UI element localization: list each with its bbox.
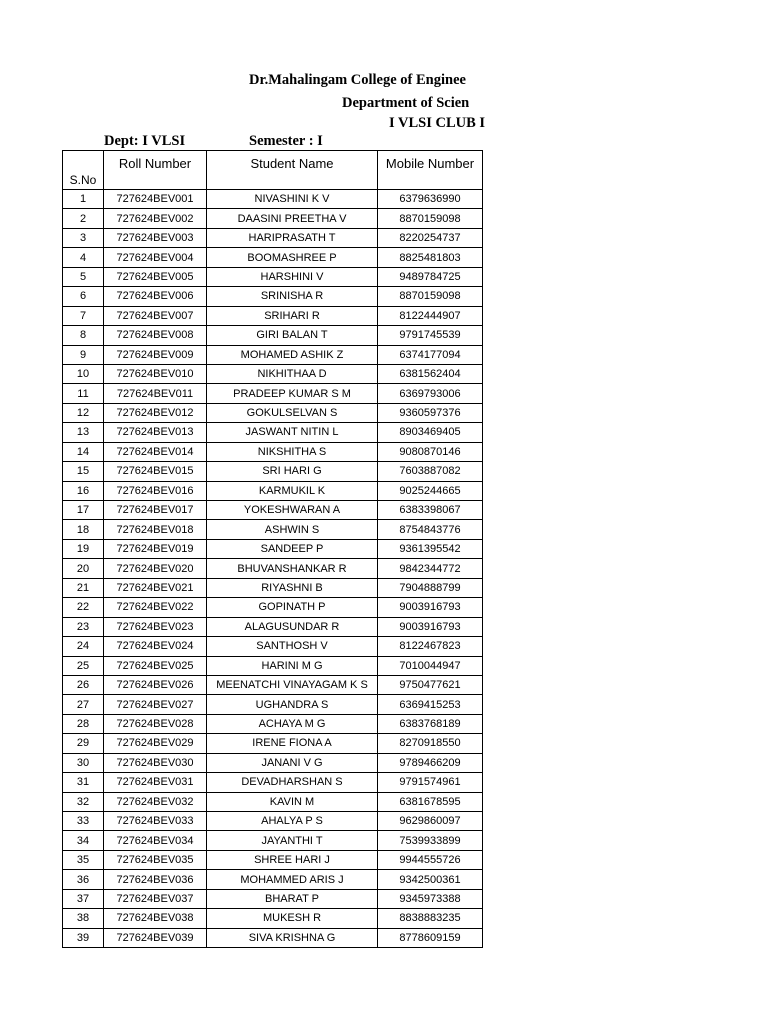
cell-roll-number: 727624BEV026: [104, 675, 207, 694]
cell-sno: 2: [63, 209, 104, 228]
cell-roll-number: 727624BEV012: [104, 403, 207, 422]
student-table: [62, 150, 483, 948]
cell-sno: 4: [63, 248, 104, 267]
table-row: [63, 792, 483, 811]
cell-student-name: SRI HARI G: [207, 462, 378, 481]
cell-roll-number: 727624BEV009: [104, 345, 207, 364]
table-row: [63, 850, 483, 869]
cell-roll-number: 727624BEV024: [104, 637, 207, 656]
cell-student-name: JASWANT NITIN L: [207, 423, 378, 442]
cell-mobile-number: 8270918550: [378, 734, 483, 753]
cell-mobile-number: 9360597376: [378, 403, 483, 422]
cell-sno: 36: [63, 870, 104, 889]
cell-roll-number: 727624BEV030: [104, 753, 207, 772]
cell-student-name: MUKESH R: [207, 909, 378, 928]
cell-roll-number: 727624BEV008: [104, 326, 207, 345]
cell-student-name: MOHAMED ASHIK Z: [207, 345, 378, 364]
table-row: [63, 773, 483, 792]
cell-student-name: IRENE FIONA A: [207, 734, 378, 753]
cell-sno: 38: [63, 909, 104, 928]
cell-roll-number: 727624BEV033: [104, 812, 207, 831]
cell-mobile-number: 9842344772: [378, 559, 483, 578]
club-title: I VLSI CLUB I: [389, 115, 486, 131]
cell-roll-number: 727624BEV006: [104, 287, 207, 306]
cell-sno: 23: [63, 617, 104, 636]
cell-mobile-number: 8825481803: [378, 248, 483, 267]
column-header-student-name: Student Name: [207, 151, 378, 190]
cell-student-name: PRADEEP KUMAR S M: [207, 384, 378, 403]
cell-roll-number: 727624BEV016: [104, 481, 207, 500]
cell-mobile-number: 8870159098: [378, 209, 483, 228]
cell-student-name: GOPINATH P: [207, 598, 378, 617]
cell-mobile-number: 7904888799: [378, 578, 483, 597]
cell-student-name: JANANI V G: [207, 753, 378, 772]
table-row: [63, 559, 483, 578]
cell-roll-number: 727624BEV018: [104, 520, 207, 539]
cell-roll-number: 727624BEV002: [104, 209, 207, 228]
cell-student-name: BOOMASHREE P: [207, 248, 378, 267]
cell-student-name: MOHAMMED ARIS J: [207, 870, 378, 889]
table-row: [63, 481, 483, 500]
cell-roll-number: 727624BEV039: [104, 928, 207, 947]
cell-student-name: SHREE HARI J: [207, 850, 378, 869]
cell-sno: 9: [63, 345, 104, 364]
column-header-sno: S.No: [63, 151, 104, 190]
table-row: [63, 889, 483, 908]
cell-sno: 1: [63, 190, 104, 209]
cell-sno: 3: [63, 228, 104, 247]
cell-mobile-number: 9789466209: [378, 753, 483, 772]
cell-student-name: DEVADHARSHAN S: [207, 773, 378, 792]
cell-roll-number: 727624BEV032: [104, 792, 207, 811]
cell-sno: 10: [63, 364, 104, 383]
cell-mobile-number: 9791745539: [378, 326, 483, 345]
cell-roll-number: 727624BEV017: [104, 501, 207, 520]
cell-roll-number: 727624BEV007: [104, 306, 207, 325]
cell-sno: 30: [63, 753, 104, 772]
cell-roll-number: 727624BEV021: [104, 578, 207, 597]
table-row: [63, 909, 483, 928]
cell-mobile-number: 8870159098: [378, 287, 483, 306]
cell-roll-number: 727624BEV004: [104, 248, 207, 267]
cell-mobile-number: 9944555726: [378, 850, 483, 869]
table-row: [63, 734, 483, 753]
cell-student-name: JAYANTHI T: [207, 831, 378, 850]
cell-sno: 11: [63, 384, 104, 403]
cell-student-name: BHUVANSHANKAR R: [207, 559, 378, 578]
cell-sno: 25: [63, 656, 104, 675]
cell-roll-number: 727624BEV029: [104, 734, 207, 753]
cell-mobile-number: 6379636990: [378, 190, 483, 209]
cell-mobile-number: 9361395542: [378, 539, 483, 558]
table-row: [63, 248, 483, 267]
department-title: Department of Scien: [342, 95, 470, 111]
cell-mobile-number: 8838883235: [378, 909, 483, 928]
cell-student-name: AHALYA P S: [207, 812, 378, 831]
cell-mobile-number: 9003916793: [378, 598, 483, 617]
cell-sno: 29: [63, 734, 104, 753]
cell-mobile-number: 6383398067: [378, 501, 483, 520]
cell-student-name: UGHANDRA S: [207, 695, 378, 714]
table-row: [63, 753, 483, 772]
cell-mobile-number: 9025244665: [378, 481, 483, 500]
cell-sno: 13: [63, 423, 104, 442]
cell-sno: 24: [63, 637, 104, 656]
table-row: [63, 578, 483, 597]
cell-student-name: ACHAYA M G: [207, 714, 378, 733]
cell-sno: 26: [63, 675, 104, 694]
cell-mobile-number: 6381562404: [378, 364, 483, 383]
cell-roll-number: 727624BEV014: [104, 442, 207, 461]
cell-student-name: DAASINI PREETHA V: [207, 209, 378, 228]
table-row: [63, 306, 483, 325]
cell-mobile-number: 7010044947: [378, 656, 483, 675]
cell-student-name: YOKESHWARAN A: [207, 501, 378, 520]
cell-sno: 32: [63, 792, 104, 811]
table-row: [63, 637, 483, 656]
cell-student-name: HARIPRASATH T: [207, 228, 378, 247]
cell-student-name: HARSHINI V: [207, 267, 378, 286]
cell-mobile-number: 8754843776: [378, 520, 483, 539]
table-row: [63, 870, 483, 889]
table-header-row: [63, 151, 483, 190]
table-row: [63, 267, 483, 286]
table-row: [63, 812, 483, 831]
cell-roll-number: 727624BEV038: [104, 909, 207, 928]
table-row: [63, 520, 483, 539]
cell-sno: 28: [63, 714, 104, 733]
cell-student-name: SANTHOSH V: [207, 637, 378, 656]
cell-mobile-number: 8903469405: [378, 423, 483, 442]
cell-sno: 37: [63, 889, 104, 908]
cell-roll-number: 727624BEV028: [104, 714, 207, 733]
cell-mobile-number: 9791574961: [378, 773, 483, 792]
cell-roll-number: 727624BEV011: [104, 384, 207, 403]
cell-student-name: SIVA KRISHNA G: [207, 928, 378, 947]
table-row: [63, 462, 483, 481]
cell-mobile-number: 6369415253: [378, 695, 483, 714]
cell-mobile-number: 8122467823: [378, 637, 483, 656]
cell-sno: 22: [63, 598, 104, 617]
cell-sno: 17: [63, 501, 104, 520]
cell-mobile-number: 9003916793: [378, 617, 483, 636]
cell-mobile-number: 8220254737: [378, 228, 483, 247]
cell-roll-number: 727624BEV031: [104, 773, 207, 792]
cell-student-name: GIRI BALAN T: [207, 326, 378, 345]
cell-roll-number: 727624BEV022: [104, 598, 207, 617]
cell-sno: 16: [63, 481, 104, 500]
table-row: [63, 442, 483, 461]
cell-roll-number: 727624BEV010: [104, 364, 207, 383]
table-row: [63, 695, 483, 714]
cell-mobile-number: 8122444907: [378, 306, 483, 325]
table-row: [63, 598, 483, 617]
cell-sno: 34: [63, 831, 104, 850]
cell-sno: 33: [63, 812, 104, 831]
cell-mobile-number: 9750477621: [378, 675, 483, 694]
college-name-title: Dr.Mahalingam College of Enginee: [249, 72, 466, 88]
cell-student-name: BHARAT P: [207, 889, 378, 908]
cell-roll-number: 727624BEV027: [104, 695, 207, 714]
cell-roll-number: 727624BEV003: [104, 228, 207, 247]
cell-student-name: NIVASHINI K V: [207, 190, 378, 209]
cell-mobile-number: 9629860097: [378, 812, 483, 831]
cell-roll-number: 727624BEV025: [104, 656, 207, 675]
cell-sno: 19: [63, 539, 104, 558]
cell-sno: 5: [63, 267, 104, 286]
cell-mobile-number: 8778609159: [378, 928, 483, 947]
table-row: [63, 345, 483, 364]
cell-mobile-number: 9342500361: [378, 870, 483, 889]
cell-mobile-number: 6383768189: [378, 714, 483, 733]
table-row: [63, 831, 483, 850]
table-row: [63, 501, 483, 520]
table-row: [63, 675, 483, 694]
semester-label: Semester : I: [249, 133, 323, 149]
column-header-roll-number: Roll Number: [104, 151, 207, 190]
cell-roll-number: 727624BEV005: [104, 267, 207, 286]
table-row: [63, 190, 483, 209]
cell-student-name: MEENATCHI VINAYAGAM K S: [207, 675, 378, 694]
cell-roll-number: 727624BEV023: [104, 617, 207, 636]
table-row: [63, 403, 483, 422]
cell-student-name: ASHWIN S: [207, 520, 378, 539]
cell-sno: 7: [63, 306, 104, 325]
cell-mobile-number: 6381678595: [378, 792, 483, 811]
cell-mobile-number: 7539933899: [378, 831, 483, 850]
cell-roll-number: 727624BEV015: [104, 462, 207, 481]
table-row: [63, 617, 483, 636]
table-body: [63, 190, 483, 948]
table-row: [63, 228, 483, 247]
table-row: [63, 423, 483, 442]
cell-student-name: SRINISHA R: [207, 287, 378, 306]
cell-roll-number: 727624BEV020: [104, 559, 207, 578]
cell-sno: 14: [63, 442, 104, 461]
cell-sno: 39: [63, 928, 104, 947]
cell-sno: 31: [63, 773, 104, 792]
table-row: [63, 714, 483, 733]
cell-mobile-number: 6374177094: [378, 345, 483, 364]
table-row: [63, 384, 483, 403]
cell-student-name: ALAGUSUNDAR R: [207, 617, 378, 636]
table-row: [63, 364, 483, 383]
cell-student-name: RIYASHNI B: [207, 578, 378, 597]
cell-mobile-number: 9345973388: [378, 889, 483, 908]
table-row: [63, 287, 483, 306]
cell-sno: 18: [63, 520, 104, 539]
cell-student-name: SANDEEP P: [207, 539, 378, 558]
column-header-mobile-number: Mobile Number: [378, 151, 483, 190]
cell-roll-number: 727624BEV019: [104, 539, 207, 558]
cell-student-name: KARMUKIL K: [207, 481, 378, 500]
table-row: [63, 656, 483, 675]
table-row: [63, 928, 483, 947]
cell-sno: 15: [63, 462, 104, 481]
cell-sno: 21: [63, 578, 104, 597]
cell-roll-number: 727624BEV034: [104, 831, 207, 850]
cell-mobile-number: 9489784725: [378, 267, 483, 286]
cell-student-name: SRIHARI R: [207, 306, 378, 325]
cell-sno: 20: [63, 559, 104, 578]
table-row: [63, 209, 483, 228]
table-row: [63, 326, 483, 345]
cell-sno: 8: [63, 326, 104, 345]
cell-mobile-number: 7603887082: [378, 462, 483, 481]
cell-student-name: KAVIN M: [207, 792, 378, 811]
cell-roll-number: 727624BEV013: [104, 423, 207, 442]
table-row: [63, 539, 483, 558]
dept-label: Dept: I VLSI: [104, 133, 186, 149]
cell-sno: 35: [63, 850, 104, 869]
cell-sno: 6: [63, 287, 104, 306]
cell-mobile-number: 9080870146: [378, 442, 483, 461]
cell-sno: 12: [63, 403, 104, 422]
cell-sno: 27: [63, 695, 104, 714]
cell-roll-number: 727624BEV001: [104, 190, 207, 209]
cell-student-name: NIKHITHAA D: [207, 364, 378, 383]
cell-student-name: HARINI M G: [207, 656, 378, 675]
cell-roll-number: 727624BEV035: [104, 850, 207, 869]
cell-student-name: GOKULSELVAN S: [207, 403, 378, 422]
cell-student-name: NIKSHITHA S: [207, 442, 378, 461]
cell-roll-number: 727624BEV036: [104, 870, 207, 889]
cell-mobile-number: 6369793006: [378, 384, 483, 403]
cell-roll-number: 727624BEV037: [104, 889, 207, 908]
